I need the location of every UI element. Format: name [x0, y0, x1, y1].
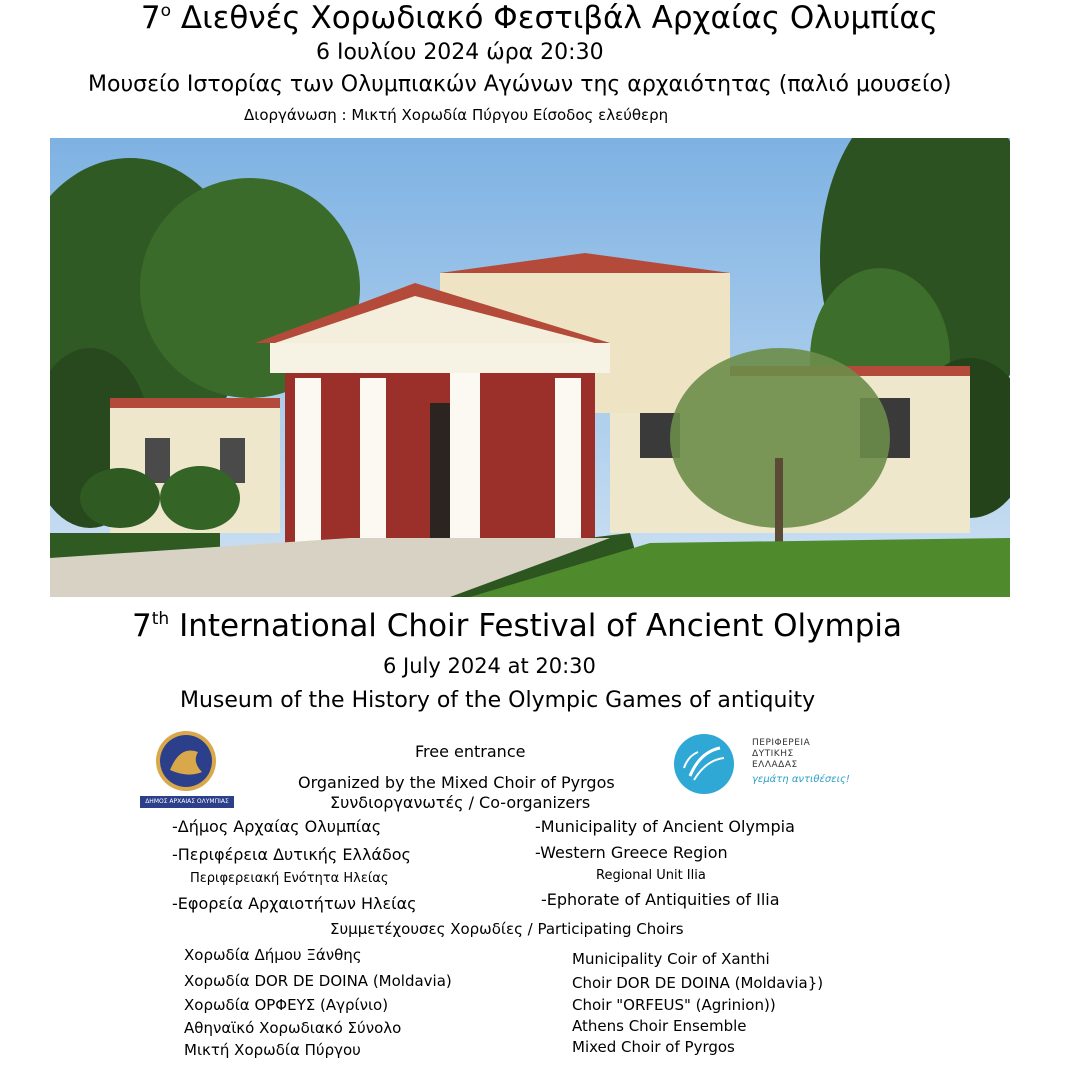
choir-english: Athens Choir Ensemble — [572, 1017, 747, 1035]
municipality-logo-label: ΔΗΜΟΣ ΑΡΧΑΙΑΣ ΟΛΥΜΠΙΑΣ — [140, 796, 234, 808]
choir-english: Municipality Coir of Xanthi — [572, 950, 770, 968]
region-line: ΔΥΤΙΚΗΣ — [752, 749, 794, 759]
museum-photo — [50, 138, 1010, 597]
choir-greek: Αθηναϊκό Χορωδιακό Σύνολο — [184, 1019, 402, 1037]
co-organizer-english: -Western Greece Region — [535, 843, 728, 862]
co-organizer-english: -Municipality of Ancient Olympia — [535, 817, 795, 836]
region-slogan: γεμάτη αντιθέσεις! — [752, 774, 850, 785]
greek-date: 6 Ιουλίου 2024 ώρα 20:30 — [316, 40, 604, 65]
co-organizers-heading: Συνδιοργανωτές / Co-organizers — [330, 793, 591, 812]
co-organizer-english: -Ephorate of Antiquities of Ilia — [541, 890, 780, 909]
co-organizer-english: Regional Unit Ilia — [596, 868, 706, 883]
region-line: ΕΛΛΑΔΑΣ — [752, 760, 798, 770]
region-line: ΠΕΡΙΦΕΡΕΙΑ — [752, 738, 811, 748]
english-date: 6 July 2024 at 20:30 — [383, 654, 596, 678]
greek-title: $7^o$ Διεθνές Χορωδιακό Φεστιβάλ Αρχαίας Ολυμπίας — [140, 0, 939, 36]
western-greece-logo — [668, 732, 868, 798]
co-organizer-greek: Περιφερειακή Ενότητα Ηλείας — [190, 871, 389, 886]
choir-greek: Μικτή Χορωδία Πύργου — [184, 1041, 361, 1059]
english-title: 7th International Choir Festival of Ancient Olympia — [132, 608, 903, 644]
choir-english: Choir "ORFEUS" (Agrinion)) — [572, 996, 776, 1014]
co-organizer-greek: -Εφορεία Αρχαιοτήτων Ηλείας — [172, 894, 417, 913]
greek-organizer: Διοργάνωση : Μικτή Χορωδία Πύργου Είσοδος ελεύθερη — [244, 106, 669, 124]
choir-greek: Χορωδία DOR DE DOINA (Moldavia) — [184, 972, 452, 990]
choir-english: Mixed Choir of Pyrgos — [572, 1038, 735, 1056]
co-organizer-greek: -Δήμος Αρχαίας Ολυμπίας — [172, 817, 382, 836]
co-organizer-greek: -Περιφέρεια Δυτικής Ελλάδος — [172, 845, 411, 864]
free-entrance: Free entrance — [415, 742, 526, 761]
english-venue: Museum of the History of the Olympic Games of antiquity — [180, 688, 816, 713]
greek-venue: Μουσείο Ιστορίας των Ολυμπιακών Αγώνων της αρχαιότητας (παλιό μουσείο) — [88, 72, 952, 97]
choir-greek: Χορωδία Δήμου Ξάνθης — [184, 946, 362, 964]
choirs-heading: Συμμετέχουσες Χορωδίες / Participating Choirs — [330, 920, 684, 938]
choir-greek: Χορωδία ΟΡΦΕΥΣ (Αγρίνιο) — [184, 996, 389, 1014]
organized-by: Organized by the Mixed Choir of Pyrgos — [298, 773, 615, 792]
choir-english: Choir DOR DE DOINA (Moldavia}) — [572, 974, 824, 992]
municipality-logo — [140, 730, 236, 810]
